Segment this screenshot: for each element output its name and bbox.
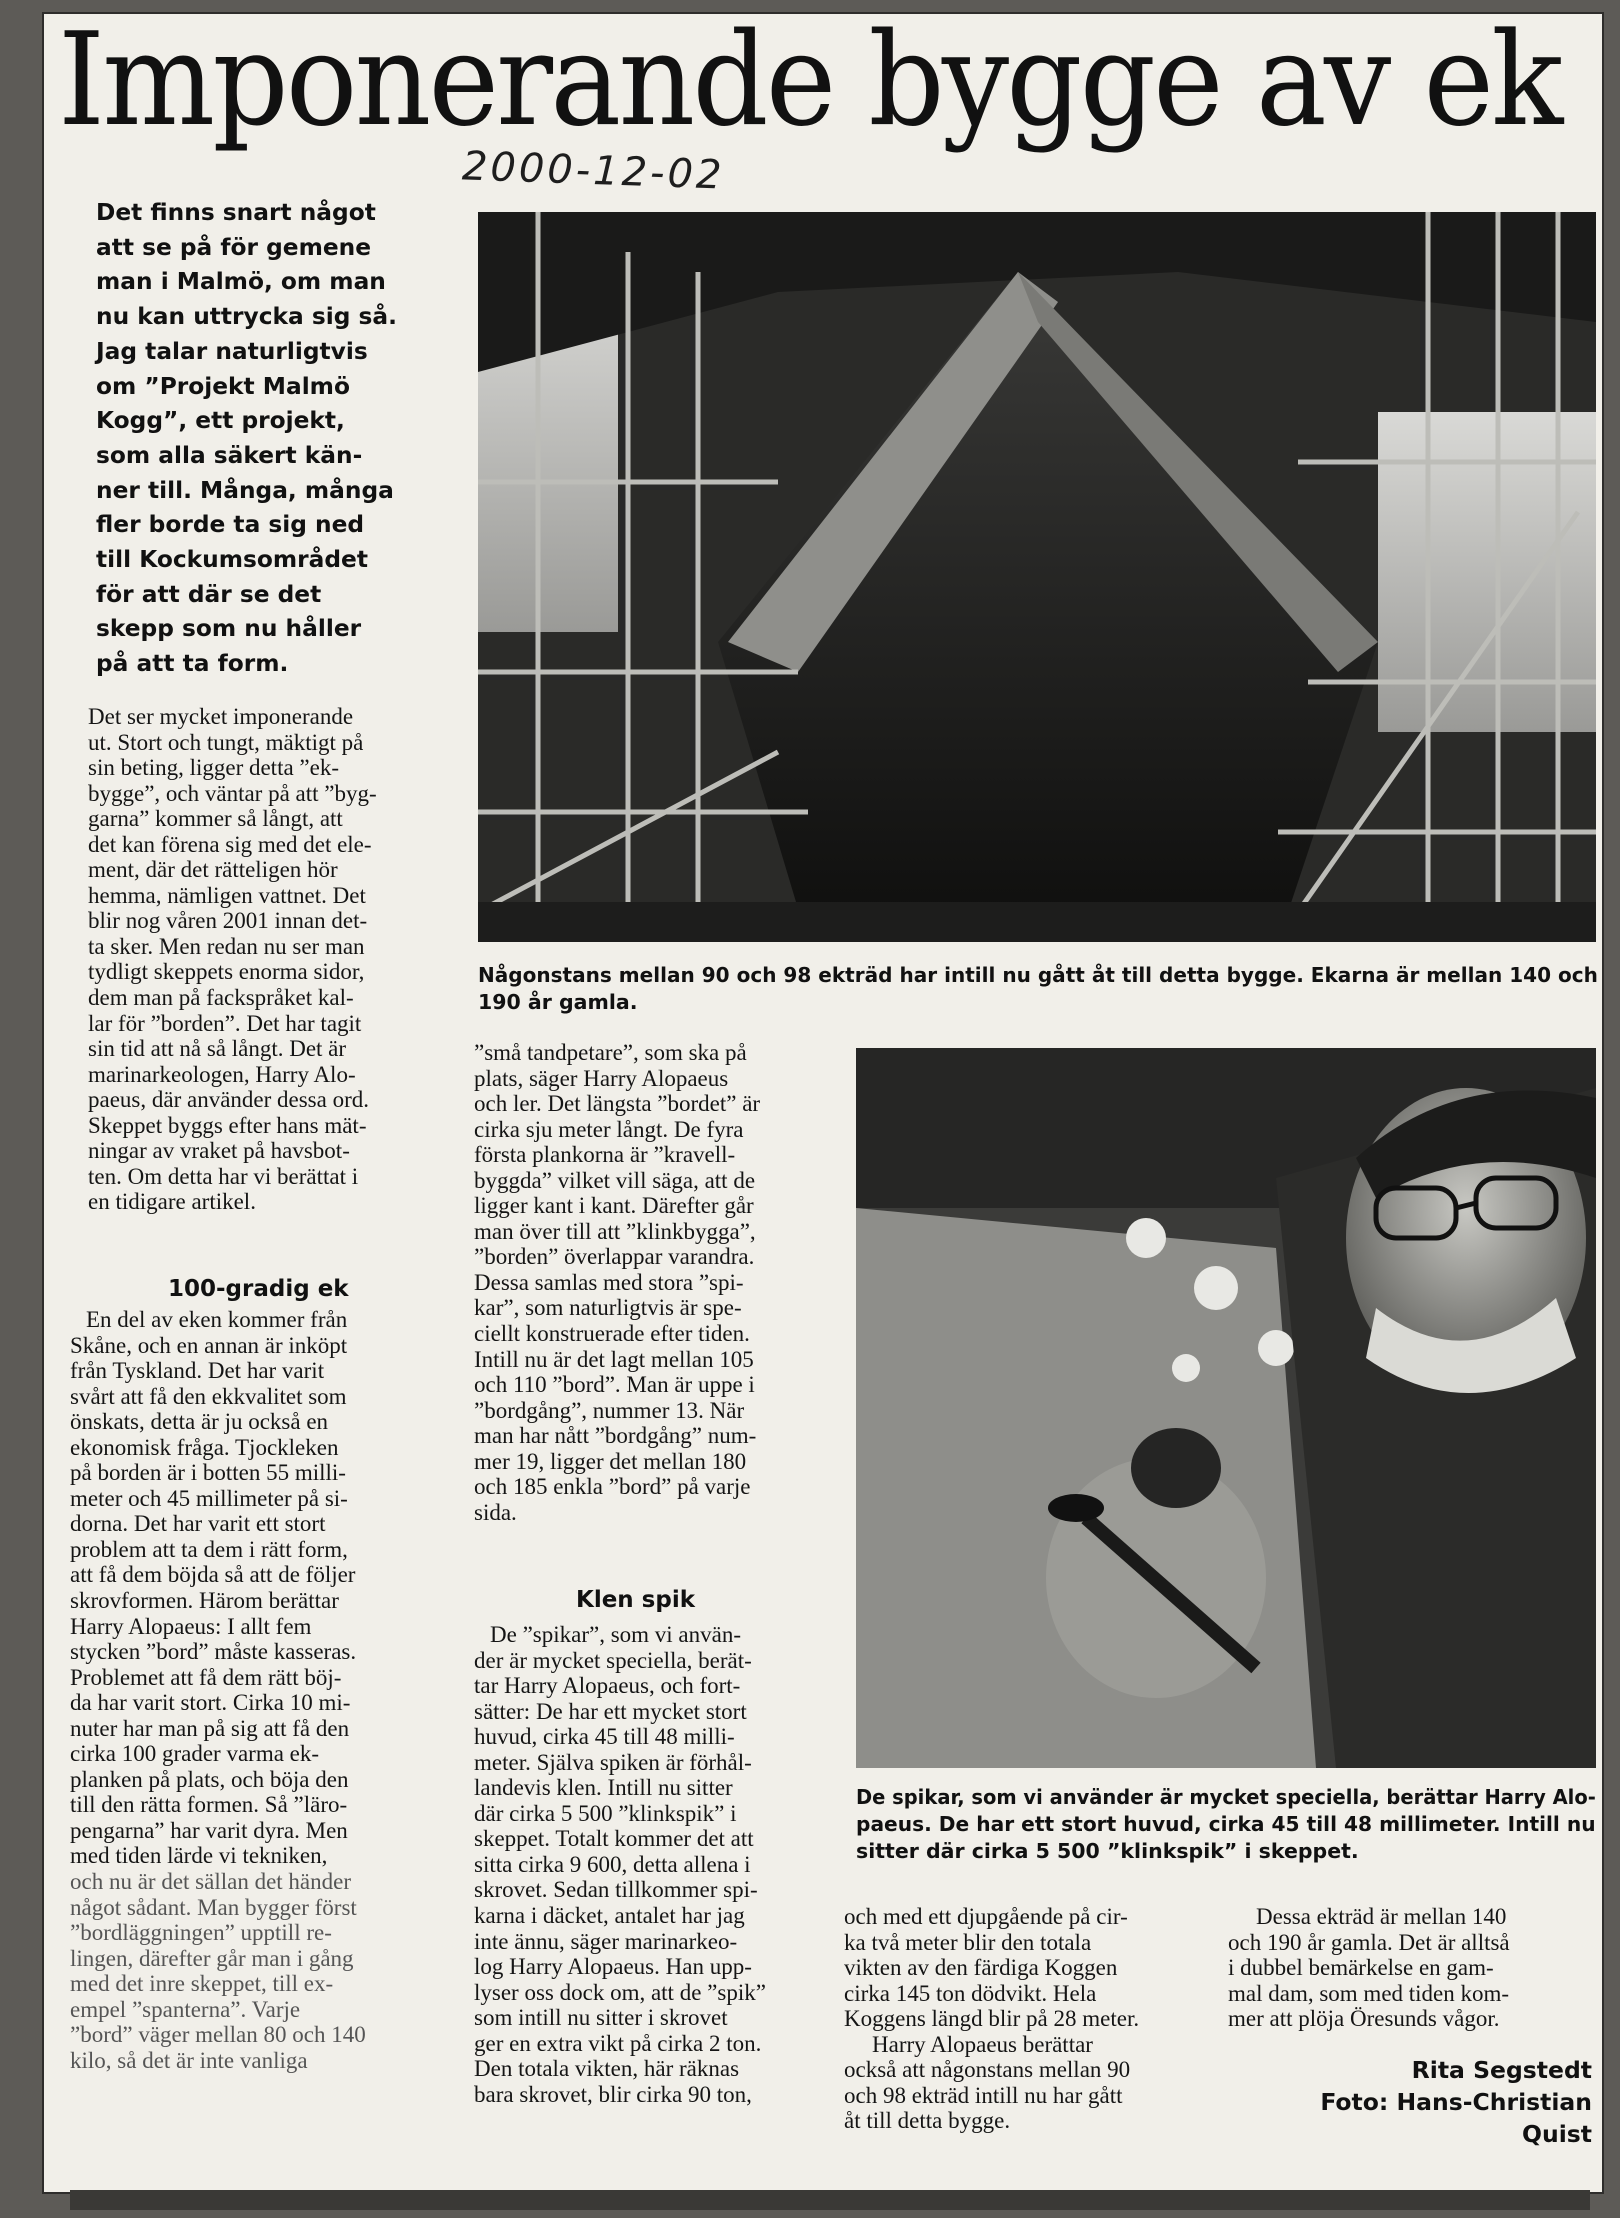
body-line: sitta cirka 9 600, detta allena i <box>474 1851 751 1877</box>
body-line: garna” kommer så långt, att <box>88 806 343 832</box>
subhead-klen-spik: Klen spik <box>576 1587 696 1613</box>
body-line: som intill nu sitter i skrovet <box>474 2005 728 2031</box>
body-line: kar”, som naturligtvis är spe- <box>474 1295 742 1321</box>
body-line: svårt att få den ekkvalitet som <box>70 1383 347 1409</box>
body-line: sida. <box>474 1499 517 1525</box>
body-line: stycken ”bord” måste kasseras. <box>70 1639 357 1665</box>
body-line: plats, säger Harry Alopaeus <box>474 1065 729 1091</box>
body-line: nuter har man på sig att få den <box>70 1715 350 1741</box>
body-line: skrovet. Sedan tillkommer spi- <box>474 1877 758 1903</box>
body-line: Den totala vikten, här räknas <box>474 2056 740 2082</box>
body-line: tar Harry Alopaeus, och fort- <box>474 1673 741 1699</box>
body-line: inte ännu, säger marinarkeo- <box>474 1928 738 1954</box>
body-line: cirka 145 ton dödvikt. Hela <box>844 1980 1097 2006</box>
body-line: till den rätta formen. Så ”läro- <box>70 1792 348 1818</box>
body-column-3 <box>844 1904 1208 2134</box>
caption-line: paeus. De har ett stort huvud, cirka 45 till 48 millimeter. Intill nu <box>856 1812 1596 1836</box>
body-line: sin tid att nå så långt. Det är <box>88 1036 347 1062</box>
body-line: ka två meter blir den totala <box>844 1929 1092 1955</box>
body-line: Dessa samlas med stora ”spi- <box>474 1269 744 1295</box>
body-column-1b <box>70 1307 442 2073</box>
byline-author: Rita Segstedt <box>1411 2056 1592 2084</box>
clipping-bottom-edge <box>70 2190 1590 2210</box>
lead-line: ner till. Många, många <box>96 476 394 504</box>
body-line: kilo, så det är inte vanliga <box>70 2047 308 2073</box>
body-line: Harry Alopaeus: I allt fem <box>70 1613 312 1639</box>
body-line: ”bord” väger mellan 80 och 140 <box>70 2022 366 2048</box>
body-line: sätter: De har ett mycket stort <box>474 1698 747 1724</box>
body-line: ten. Om detta har vi berättat i <box>88 1163 359 1189</box>
body-line: tydligt skeppets enorma sidor, <box>88 959 365 985</box>
body-line: planken på plats, och böja den <box>70 1766 349 1792</box>
body-line: i dubbel bemärkelse en gam- <box>1228 1955 1494 1981</box>
body-line: ciellt konstruerade efter tiden. <box>474 1321 750 1347</box>
lead-line: Jag talar naturligtvis <box>96 337 368 365</box>
body-line: dem man på fackspråket kal- <box>88 985 354 1011</box>
caption-line: 190 år gamla. <box>478 990 638 1014</box>
handwritten-date: 2000-12-02 <box>461 143 726 199</box>
body-column-2b <box>474 1622 844 2107</box>
body-line: ligger kant i kant. Därefter går <box>474 1193 754 1219</box>
byline-photo-credit-2: Quist <box>1522 2120 1592 2148</box>
body-line: ”borden” överlappar varandra. <box>474 1244 755 1270</box>
body-line: vikten av den färdiga Koggen <box>844 1955 1118 1981</box>
body-line: lyser oss dock om, att de ”spik” <box>474 1979 766 2005</box>
body-line: huvud, cirka 45 till 48 milli- <box>474 1724 735 1750</box>
headline: Imponerande bygge av ek <box>58 6 1561 155</box>
body-line: skeppet. Totalt kommer det att <box>474 1826 754 1852</box>
body-line: Koggens längd blir på 28 meter. <box>844 2006 1140 2032</box>
body-line: ”små tandpetare”, som ska på <box>474 1040 747 1065</box>
body-line: mer 19, ligger det mellan 180 <box>474 1448 747 1474</box>
body-line: marinarkeologen, Harry Alo- <box>88 1061 356 1087</box>
body-column-2 <box>474 1040 844 1525</box>
body-column-1 <box>88 704 450 1215</box>
lead-line: skepp som nu håller <box>96 615 362 643</box>
body-line: första plankorna är ”kravell- <box>474 1142 736 1168</box>
body-line: bara skrovet, blir cirka 90 ton, <box>474 2081 752 2107</box>
body-line: Skåne, och en annan är inköpt <box>70 1332 348 1358</box>
body-line: det kan förena sig med det ele- <box>88 831 372 857</box>
body-line: der är mycket speciella, berät- <box>474 1647 752 1673</box>
body-line: och 110 ”bord”. Man är uppe i <box>474 1372 755 1398</box>
body-line: något sådant. Man bygger först <box>70 1894 357 1920</box>
body-line: också att någonstans mellan 90 <box>844 2057 1131 2083</box>
body-line: paeus, där använder dessa ord. <box>88 1087 369 1113</box>
body-line: blir nog våren 2001 innan det- <box>88 908 368 934</box>
body-line: skrovformen. Härom berättar <box>70 1588 339 1614</box>
lead-line: om ”Projekt Malmö <box>96 372 350 400</box>
lead-line: nu kan uttrycka sig så. <box>96 303 397 331</box>
top-photo-caption <box>478 962 1598 1016</box>
body-line: med tiden lärde vi tekniken, <box>70 1843 328 1869</box>
body-line: sin beting, ligger detta ”ek- <box>88 755 340 781</box>
lead-line: Det finns snart något <box>96 199 376 226</box>
body-line: på borden är i botten 55 milli- <box>70 1460 346 1486</box>
caption-line: De spikar, som vi använder är mycket speciella, berättar Harry Alo- <box>856 1785 1596 1809</box>
body-line: ”bordgång”, nummer 13. När <box>474 1397 745 1423</box>
body-line: och nu är det sällan det händer <box>70 1869 351 1895</box>
body-line: problem att ta dem i rätt form, <box>70 1536 348 1562</box>
body-line: hemma, nämligen vattnet. Det <box>88 882 366 908</box>
lead-line: man i Malmö, om man <box>96 268 386 296</box>
body-line: Problemet att få dem rätt böj- <box>70 1664 342 1690</box>
ship-hull-photo <box>478 212 1596 942</box>
caption-line: sitter där cirka 5 500 ”klinkspik” i skeppet. <box>856 1839 1359 1863</box>
lead-line: som alla säkert kän- <box>96 441 363 469</box>
body-line: cirka 100 grader varma ek- <box>70 1741 320 1767</box>
body-line: meter. Själva spiken är förhål- <box>474 1749 752 1775</box>
lead-paragraph <box>96 196 456 682</box>
body-line: ekonomisk fråga. Tjockleken <box>70 1434 339 1460</box>
body-line: en tidigare artikel. <box>88 1189 256 1215</box>
body-line: landevis klen. Intill nu sitter <box>474 1775 733 1801</box>
body-line: cirka sju meter långt. De fyra <box>474 1116 744 1142</box>
body-line: och med ett djupgående på cir- <box>844 1904 1128 1929</box>
body-line: man har nått ”bordgång” num- <box>474 1423 757 1449</box>
body-line: pengarna” har varit dyra. Men <box>70 1817 348 1843</box>
body-line: ta sker. Men redan nu ser man <box>88 933 365 959</box>
body-line: att få dem böjda så att de följer <box>70 1562 356 1588</box>
body-line: lar för ”borden”. Det har tagit <box>88 1010 362 1036</box>
subhead-100-gradig-ek: 100-gradig ek <box>168 1276 349 1302</box>
body-line: Intill nu är det lagt mellan 105 <box>474 1346 754 1372</box>
body-line: Det ser mycket imponerande <box>88 704 354 729</box>
body-line: åt till detta bygge. <box>844 2108 1011 2134</box>
body-line: byggda” vilket vill säga, att de <box>474 1167 756 1193</box>
lead-line: för att där se det <box>96 580 322 608</box>
body-line: där cirka 5 500 ”klinkspik” i <box>474 1800 737 1826</box>
body-line: mer att plöja Öresunds vågor. <box>1228 2006 1500 2032</box>
body-line: och 98 ekträd intill nu har gått <box>844 2082 1123 2108</box>
body-line: En del av eken kommer från <box>86 1307 348 1332</box>
lead-line: att se på för gemene <box>96 233 372 261</box>
body-line: ment, där det rätteligen hör <box>88 857 338 883</box>
body-line: dorna. Det har varit ett stort <box>70 1511 326 1537</box>
body-line: lingen, därefter går man i gång <box>70 1945 354 1971</box>
lead-line: till Kockumsområdet <box>96 546 368 574</box>
body-line: ut. Stort och tungt, mäktigt på <box>88 729 364 755</box>
body-line: De ”spikar”, som vi använ- <box>490 1622 742 1647</box>
body-line: ningar av vraket på havsbot- <box>88 1138 350 1164</box>
body-column-4 <box>1228 1904 1596 2032</box>
body-line: från Tyskland. Det har varit <box>70 1358 325 1384</box>
lead-line: Kogg”, ett projekt, <box>96 407 345 435</box>
body-line: da har varit stort. Cirka 10 mi- <box>70 1690 351 1716</box>
lead-line: fler borde ta sig ned <box>96 511 365 539</box>
body-line: Harry Alopaeus berättar <box>872 2031 1093 2057</box>
byline <box>1200 2054 1592 2150</box>
body-line: med det inre skeppet, till ex- <box>70 1971 334 1997</box>
nail-photo <box>856 1048 1596 1768</box>
body-line: mal dam, som med tiden kom- <box>1228 1980 1510 2006</box>
lead-line: på att ta form. <box>96 650 289 678</box>
body-line: log Harry Alopaeus. Han upp- <box>474 1954 752 1980</box>
body-line: Dessa ekträd är mellan 140 <box>1256 1904 1507 1929</box>
man-with-nail-illustration <box>856 1048 1596 1768</box>
body-line: empel ”spanterna”. Varje <box>70 1996 301 2022</box>
ship-hull-illustration <box>478 212 1596 942</box>
body-line: man över till att ”klinkbygga”, <box>474 1218 756 1244</box>
body-line: och 185 enkla ”bord” på varje <box>474 1474 751 1500</box>
byline-photo-credit-1: Foto: Hans-Christian <box>1320 2088 1592 2116</box>
caption-line: Någonstans mellan 90 och 98 ekträd har intill nu gått åt till detta bygge. Ekarna är mellan 140 och <box>478 963 1598 987</box>
body-line: ger en extra vikt på cirka 2 ton. <box>474 2030 762 2056</box>
body-line: bygge”, och väntar på att ”byg- <box>88 780 377 806</box>
body-line: och 190 år gamla. Det är alltså <box>1228 1929 1510 1955</box>
body-line: ”bordläggningen” upptill re- <box>70 1920 332 1946</box>
body-line: önskats, detta är ju också en <box>70 1409 329 1435</box>
body-line: meter och 45 millimeter på si- <box>70 1485 348 1511</box>
body-line: Skeppet byggs efter hans mät- <box>88 1112 367 1138</box>
body-line: karna i däcket, antalet har jag <box>474 1903 745 1929</box>
nail-photo-caption <box>856 1784 1596 1865</box>
body-line: och ler. Det längsta ”bordet” är <box>474 1091 761 1117</box>
